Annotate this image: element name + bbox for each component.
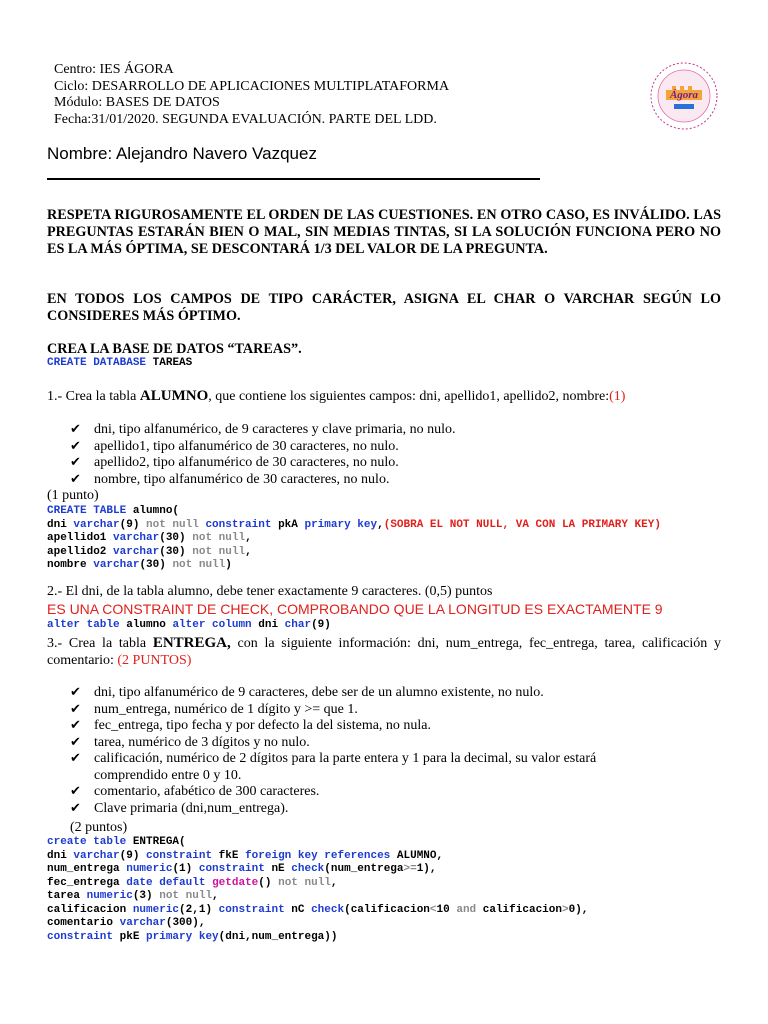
list-item-text: dni, tipo alfanumérico de 9 caracteres, debe ser de un alumno existente, no nulo.	[94, 685, 544, 700]
list-item	[70, 784, 670, 801]
check-icon: ✔	[70, 734, 81, 750]
code-keyword: CREATE DATABASE	[47, 357, 147, 369]
list-item	[70, 718, 670, 735]
q1-text-post: , que contiene los siguientes campos: dni, apellido1, apellido2, nombre:	[208, 389, 610, 404]
check-icon: ✔	[70, 422, 81, 437]
name-underline	[47, 178, 540, 180]
q1-table-name: ALUMNO	[139, 388, 209, 404]
question-2: 2.- El dni, de la tabla alumno, debe tener exactamente 9 caracteres. (0,5) puntos	[47, 584, 493, 599]
exam-header	[54, 62, 449, 128]
list-item-text: apellido1, tipo alfanumérico de 30 caracteres, no nulo.	[94, 438, 399, 454]
list-item-text: apellido2, tipo alfanumérico de 30 caracteres, no nulo.	[94, 455, 399, 470]
q1-points: (1)	[609, 389, 626, 404]
code-create-alumno: CREATE TABLE alumno( dni varchar(9) not null constraint pkA primary key,(SOBRA EL NOT NULL, VA CON LA PRIMARY KEY) apellido1 varchar(30) not null, apellido2 varchar(30) not null, nombre varchar(30) not null)	[47, 505, 661, 571]
check-icon: ✔	[70, 784, 81, 799]
list-item	[70, 685, 670, 702]
check-icon: ✔	[70, 718, 81, 733]
code-alter-alumno: alter table alumno alter column dni char(9)	[47, 619, 331, 631]
list-item	[70, 801, 670, 818]
q1-text-pre: 1.- Crea la tabla	[47, 389, 140, 404]
code-db-name: TAREAS	[152, 357, 193, 369]
list-item-text: Clave primaria (dni,num_entrega).	[94, 800, 289, 816]
list-item-text: calificación, numérico de 2 dígitos para la parte entera y 1 para la decimal, su valor estará comprendido entre 0 y 10.	[94, 751, 597, 783]
question-1	[47, 388, 721, 406]
instructions-paragraph-3: CREA LA BASE DE DATOS “TAREAS”.	[47, 341, 302, 357]
instructions-paragraph-2: EN TODOS LOS CAMPOS DE TIPO CARÁCTER, ASIGNA EL CHAR O VARCHAR SEGÚN LO CONSIDERES MÁS ÓPTIMO.	[47, 291, 721, 324]
q3-field-list	[70, 685, 670, 817]
student-name: Nombre: Alejandro Navero Vazquez	[47, 144, 317, 163]
q2-answer: ES UNA CONSTRAINT DE CHECK, COMPROBANDO QUE LA LONGITUD ES EXACTAMENTE 9	[47, 601, 663, 617]
check-icon: ✔	[70, 455, 81, 470]
centro-line: Centro: IES ÁGORA	[54, 62, 174, 77]
q1-correction-note: (SOBRA EL NOT NULL, VA CON LA PRIMARY KEY)	[383, 518, 661, 531]
list-item-text: nombre, tipo alfanumérico de 30 caracteres, no nulo.	[94, 471, 390, 487]
code-create-entrega: create table ENTREGA( dni varchar(9) constraint fkE foreign key references ALUMNO, num_entrega numeric(1) constraint nE check(num_entrega>=1), fec_entrega date default getdate() not null, tarea numeric(3) not null, calificacion numeric(2,1) constraint nC check(calificacion<10 and calificacion>0), comentario varchar(300), constraint pkE primary key(dni,num_entrega))	[47, 836, 589, 943]
q3-points: (2 PUNTOS)	[117, 652, 192, 668]
list-item	[70, 422, 720, 439]
list-item-text: tarea, numérico de 3 dígitos y no nulo.	[94, 734, 310, 750]
check-icon: ✔	[70, 685, 81, 700]
q1-field-list	[70, 422, 720, 488]
check-icon: ✔	[70, 701, 81, 717]
fecha-line: Fecha:31/01/2020. SEGUNDA EVALUACIÓN. PARTE DEL LDD.	[54, 111, 437, 127]
list-item-text: comentario, afabético de 300 caracteres.	[94, 784, 320, 799]
list-item	[70, 472, 720, 489]
logo-text: Ágora	[669, 89, 699, 101]
modulo-line: Módulo: BASES DE DATOS	[54, 95, 220, 110]
q3-puntos: (2 puntos)	[70, 820, 128, 835]
list-item-text: num_entrega, numérico de 1 dígito y >= que 1.	[94, 701, 358, 717]
list-item-text: dni, tipo alfanumérico, de 9 caracteres y clave primaria, no nulo.	[94, 422, 456, 437]
list-item	[70, 702, 670, 719]
list-item	[70, 751, 670, 784]
agora-logo	[648, 60, 720, 132]
list-item	[70, 455, 720, 472]
q3-table-name: ENTREGA,	[152, 635, 231, 651]
code-create-database	[47, 357, 192, 371]
check-icon: ✔	[70, 438, 81, 454]
instructions-paragraph-1: RESPETA RIGUROSAMENTE EL ORDEN DE LAS CUESTIONES. EN OTRO CASO, ES INVÁLIDO. LAS PREGUNTAS ESTARÁN BIEN O MAL, SIN MEDIAS TINTAS, SI LA SOLUCIÓN FUNCIONA PERO NO ES LA MÁS ÓPTIMA, SE DESCONTARÁ 1/3 DEL VALOR DE LA PREGUNTA.	[47, 207, 721, 257]
q3-text-post: con la siguiente información: dni, num_entrega, fec_entrega, tarea, calificación y comentario:	[47, 636, 721, 668]
check-icon: ✔	[70, 471, 81, 487]
list-item	[70, 735, 670, 752]
ciclo-line: Ciclo: DESARROLLO DE APLICACIONES MULTIPLATAFORMA	[54, 78, 450, 94]
q1-puntos: (1 punto)	[47, 488, 99, 503]
check-icon: ✔	[70, 800, 81, 816]
q3-text-pre: 3.- Crea la tabla	[47, 636, 153, 651]
list-item	[70, 439, 720, 456]
question-3	[47, 635, 721, 669]
check-icon: ✔	[70, 751, 81, 766]
list-item-text: fec_entrega, tipo fecha y por defecto la del sistema, no nula.	[94, 718, 432, 733]
